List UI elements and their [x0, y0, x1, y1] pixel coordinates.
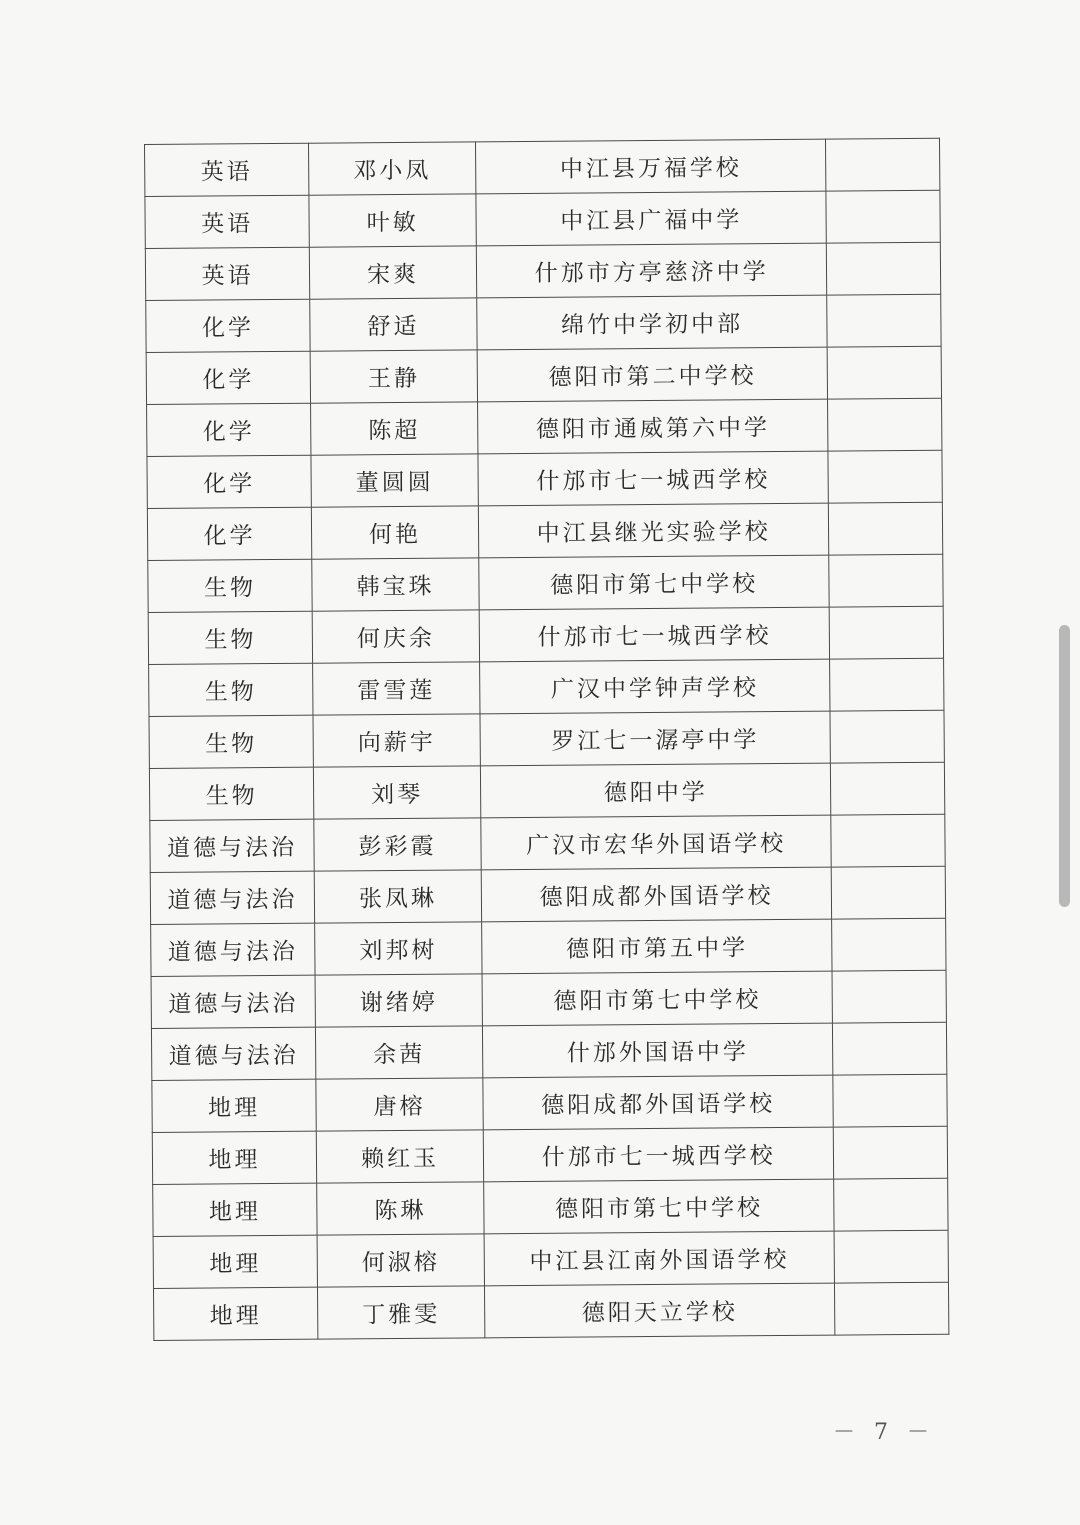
- cell-note: [828, 450, 942, 503]
- cell-note: [826, 138, 940, 191]
- cell-subject: 化学: [146, 299, 310, 352]
- table-row: [146, 294, 941, 352]
- cell-note: [826, 190, 940, 243]
- cell-name: 余茜: [315, 1026, 482, 1079]
- table-row: [146, 346, 941, 404]
- cell-subject: 道德与法治: [151, 923, 315, 976]
- table-row: [147, 450, 942, 508]
- table-row: [153, 1282, 948, 1340]
- cell-name: 何艳: [311, 506, 478, 559]
- cell-name: 舒适: [310, 298, 477, 351]
- cell-subject: 道德与法治: [150, 819, 314, 872]
- cell-school: 中江县继光实验学校: [478, 503, 829, 558]
- cell-note: [827, 294, 941, 347]
- table-row: [153, 1178, 948, 1236]
- cell-name: 张凤琳: [314, 870, 481, 923]
- cell-school: 中江县江南外国语学校: [484, 1231, 835, 1286]
- table-row: [150, 814, 945, 872]
- table-row: [149, 762, 944, 820]
- cell-note: [831, 866, 945, 919]
- table-row: [147, 398, 942, 456]
- cell-subject: 生物: [149, 715, 313, 768]
- cell-name: 陈超: [311, 402, 478, 455]
- cell-subject: 化学: [147, 455, 311, 508]
- cell-note: [831, 814, 945, 867]
- cell-name: 王静: [310, 350, 477, 403]
- cell-school: 德阳市第二中学校: [477, 347, 828, 402]
- cell-school: 什邡市方亭慈济中学: [476, 243, 827, 298]
- cell-subject: 英语: [145, 143, 309, 196]
- table-row: [152, 1074, 947, 1132]
- cell-subject: 地理: [152, 1131, 316, 1184]
- table-row: [149, 658, 944, 716]
- cell-name: 叶敏: [309, 194, 476, 247]
- cell-school: 广汉中学钟声学校: [480, 659, 831, 714]
- cell-subject: 道德与法治: [150, 871, 314, 924]
- table-row: [145, 242, 940, 300]
- cell-school: 什邡外国语中学: [483, 1023, 834, 1078]
- cell-name: 谢绪婷: [315, 974, 482, 1027]
- cell-subject: 英语: [145, 247, 309, 300]
- cell-note: [833, 1022, 947, 1075]
- cell-name: 何庆余: [312, 610, 479, 663]
- cell-subject: 英语: [145, 195, 309, 248]
- cell-subject: 生物: [148, 611, 312, 664]
- table-row: [148, 554, 943, 612]
- cell-subject: 道德与法治: [151, 975, 315, 1028]
- cell-note: [830, 710, 944, 763]
- cell-school: 德阳成都外国语学校: [481, 867, 832, 922]
- cell-school: 罗江七一潺亭中学: [480, 711, 831, 766]
- cell-school: 什邡市七一城西学校: [478, 451, 829, 506]
- table-row: [151, 918, 946, 976]
- table-row: [145, 190, 940, 248]
- cell-note: [833, 1074, 947, 1127]
- cell-note: [834, 1178, 948, 1231]
- cell-school: 德阳市第七中学校: [479, 555, 830, 610]
- table-row: [151, 1022, 946, 1080]
- cell-subject: 生物: [149, 663, 313, 716]
- cell-name: 邓小凤: [309, 142, 476, 195]
- cell-school: 德阳成都外国语学校: [483, 1075, 834, 1130]
- cell-note: [831, 762, 945, 815]
- table-row: [152, 1126, 947, 1184]
- cell-subject: 地理: [153, 1235, 317, 1288]
- cell-name: 宋爽: [309, 246, 476, 299]
- cell-subject: 道德与法治: [151, 1027, 315, 1080]
- cell-school: 中江县万福学校: [476, 139, 827, 194]
- cell-name: 丁雅雯: [318, 1286, 485, 1339]
- cell-school: 德阳市通威第六中学: [478, 399, 829, 454]
- cell-note: [830, 658, 944, 711]
- cell-subject: 生物: [149, 767, 313, 820]
- cell-note: [832, 970, 946, 1023]
- cell-name: 陈琳: [317, 1182, 484, 1235]
- table-row: [150, 866, 945, 924]
- roster-table-body: [145, 138, 949, 1340]
- cell-name: 向薪宇: [313, 714, 480, 767]
- roster-table: [144, 138, 949, 1341]
- vertical-scrollbar[interactable]: [1059, 625, 1070, 907]
- cell-note: [827, 346, 941, 399]
- cell-name: 韩宝珠: [312, 558, 479, 611]
- cell-subject: 化学: [147, 403, 311, 456]
- cell-subject: 地理: [152, 1079, 316, 1132]
- cell-school: 德阳市第七中学校: [482, 971, 833, 1026]
- cell-subject: 化学: [147, 507, 311, 560]
- cell-school: 什邡市七一城西学校: [483, 1127, 834, 1182]
- cell-note: [834, 1126, 948, 1179]
- table-row: [153, 1230, 948, 1288]
- table-row: [148, 606, 943, 664]
- cell-note: [829, 554, 943, 607]
- cell-name: 赖红玉: [316, 1130, 483, 1183]
- cell-note: [832, 918, 946, 971]
- cell-name: 刘邦树: [315, 922, 482, 975]
- cell-name: 董圆圆: [311, 454, 478, 507]
- cell-school: 什邡市七一城西学校: [479, 607, 830, 662]
- cell-school: 广汉市宏华外国语学校: [481, 815, 832, 870]
- table-row: [149, 710, 944, 768]
- cell-name: 彭彩霞: [314, 818, 481, 871]
- cell-subject: 化学: [146, 351, 310, 404]
- cell-school: 德阳市第七中学校: [484, 1179, 835, 1234]
- cell-school: 德阳天立学校: [485, 1283, 836, 1338]
- cell-note: [835, 1282, 949, 1335]
- cell-note: [827, 242, 941, 295]
- cell-note: [834, 1230, 948, 1283]
- cell-name: 刘琴: [313, 766, 480, 819]
- cell-name: 唐榕: [316, 1078, 483, 1131]
- table-row: [151, 970, 946, 1028]
- cell-note: [828, 398, 942, 451]
- table-row: [147, 502, 942, 560]
- cell-school: 德阳市第五中学: [482, 919, 833, 974]
- cell-name: 何淑榕: [317, 1234, 484, 1287]
- cell-subject: 生物: [148, 559, 312, 612]
- cell-note: [829, 502, 943, 555]
- cell-name: 雷雪莲: [313, 662, 480, 715]
- cell-school: 中江县广福中学: [476, 191, 827, 246]
- cell-subject: 地理: [153, 1183, 317, 1236]
- page-number: － 7 －: [833, 1420, 935, 1445]
- cell-subject: 地理: [153, 1287, 317, 1340]
- cell-school: 绵竹中学初中部: [477, 295, 828, 350]
- cell-school: 德阳中学: [480, 763, 831, 818]
- table-row: [145, 138, 940, 196]
- cell-note: [829, 606, 943, 659]
